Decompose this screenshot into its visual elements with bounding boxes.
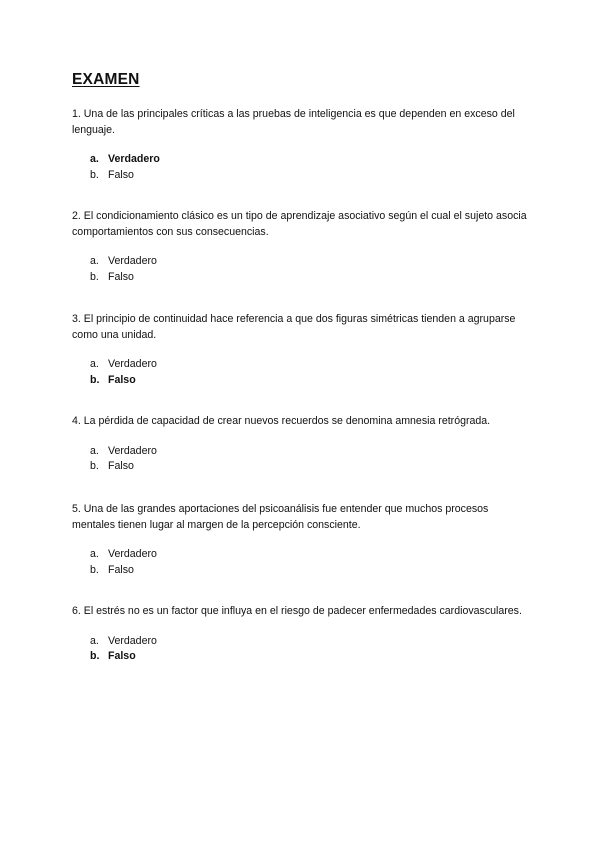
option-a	[90, 152, 532, 168]
option-letter: a.	[90, 153, 99, 165]
option-letter: b.	[90, 650, 100, 662]
option-a	[90, 547, 532, 563]
option-letter: b.	[90, 563, 99, 576]
option-a	[90, 634, 532, 650]
option-a	[90, 254, 532, 270]
option-letter: b.	[90, 373, 100, 386]
option-b	[90, 563, 532, 579]
options-list	[90, 254, 532, 285]
options-list	[90, 444, 532, 475]
question-4	[72, 414, 532, 475]
options-list	[90, 634, 532, 665]
option-label: Falso	[108, 270, 134, 283]
question-text: 5. Una de las grandes aportaciones del psicoanálisis fue entender que muchos procesos mentales tienen lugar al margen de la percepción consciente.	[72, 503, 489, 531]
option-label: Verdadero	[108, 444, 157, 457]
option-a	[90, 357, 532, 373]
option-label: Falso	[108, 650, 136, 662]
question-text: 6. El estrés no es un factor que influya en el riesgo de padecer enfermedades cardiovasculares.	[72, 605, 522, 617]
option-label: Verdadero	[108, 255, 157, 267]
option-label: Falso	[108, 563, 134, 576]
question-6	[72, 604, 532, 665]
option-label: Verdadero	[108, 548, 157, 560]
option-letter: a.	[90, 255, 99, 267]
option-a	[90, 444, 532, 460]
exam-title: EXAMEN	[72, 71, 140, 88]
option-letter: a.	[90, 634, 99, 647]
option-b	[90, 459, 532, 475]
option-letter: b.	[90, 460, 99, 472]
question-text: 2. El condicionamiento clásico es un tipo de aprendizaje asociativo según el cual el sujeto asocia comportamientos con sus consecuencias.	[72, 210, 527, 238]
option-label: Falso	[108, 168, 134, 181]
option-letter: a.	[90, 548, 99, 560]
option-b	[90, 270, 532, 286]
question-5	[72, 502, 532, 578]
option-letter: b.	[90, 168, 99, 181]
option-b	[90, 373, 532, 389]
question-1	[72, 107, 532, 183]
option-label: Falso	[108, 373, 136, 386]
option-b	[90, 649, 532, 665]
options-list	[90, 152, 532, 183]
options-list	[90, 357, 532, 388]
question-2	[72, 209, 532, 285]
option-b	[90, 168, 532, 184]
question-3	[72, 312, 532, 388]
question-text: 1. Una de las principales críticas a las pruebas de inteligencia es que dependen en exceso del lenguaje.	[72, 108, 515, 136]
option-label: Verdadero	[108, 634, 157, 647]
option-letter: b.	[90, 270, 99, 283]
option-letter: a.	[90, 444, 99, 457]
question-text: 4. La pérdida de capacidad de crear nuevos recuerdos se denomina amnesia retrógrada.	[72, 415, 491, 427]
option-label: Falso	[108, 460, 134, 472]
option-letter: a.	[90, 358, 99, 370]
question-text: 3. El principio de continuidad hace referencia a que dos figuras simétricas tienden a agruparse como una unidad.	[72, 313, 516, 341]
options-list	[90, 547, 532, 578]
option-label: Verdadero	[108, 358, 157, 370]
option-label: Verdadero	[108, 153, 160, 165]
